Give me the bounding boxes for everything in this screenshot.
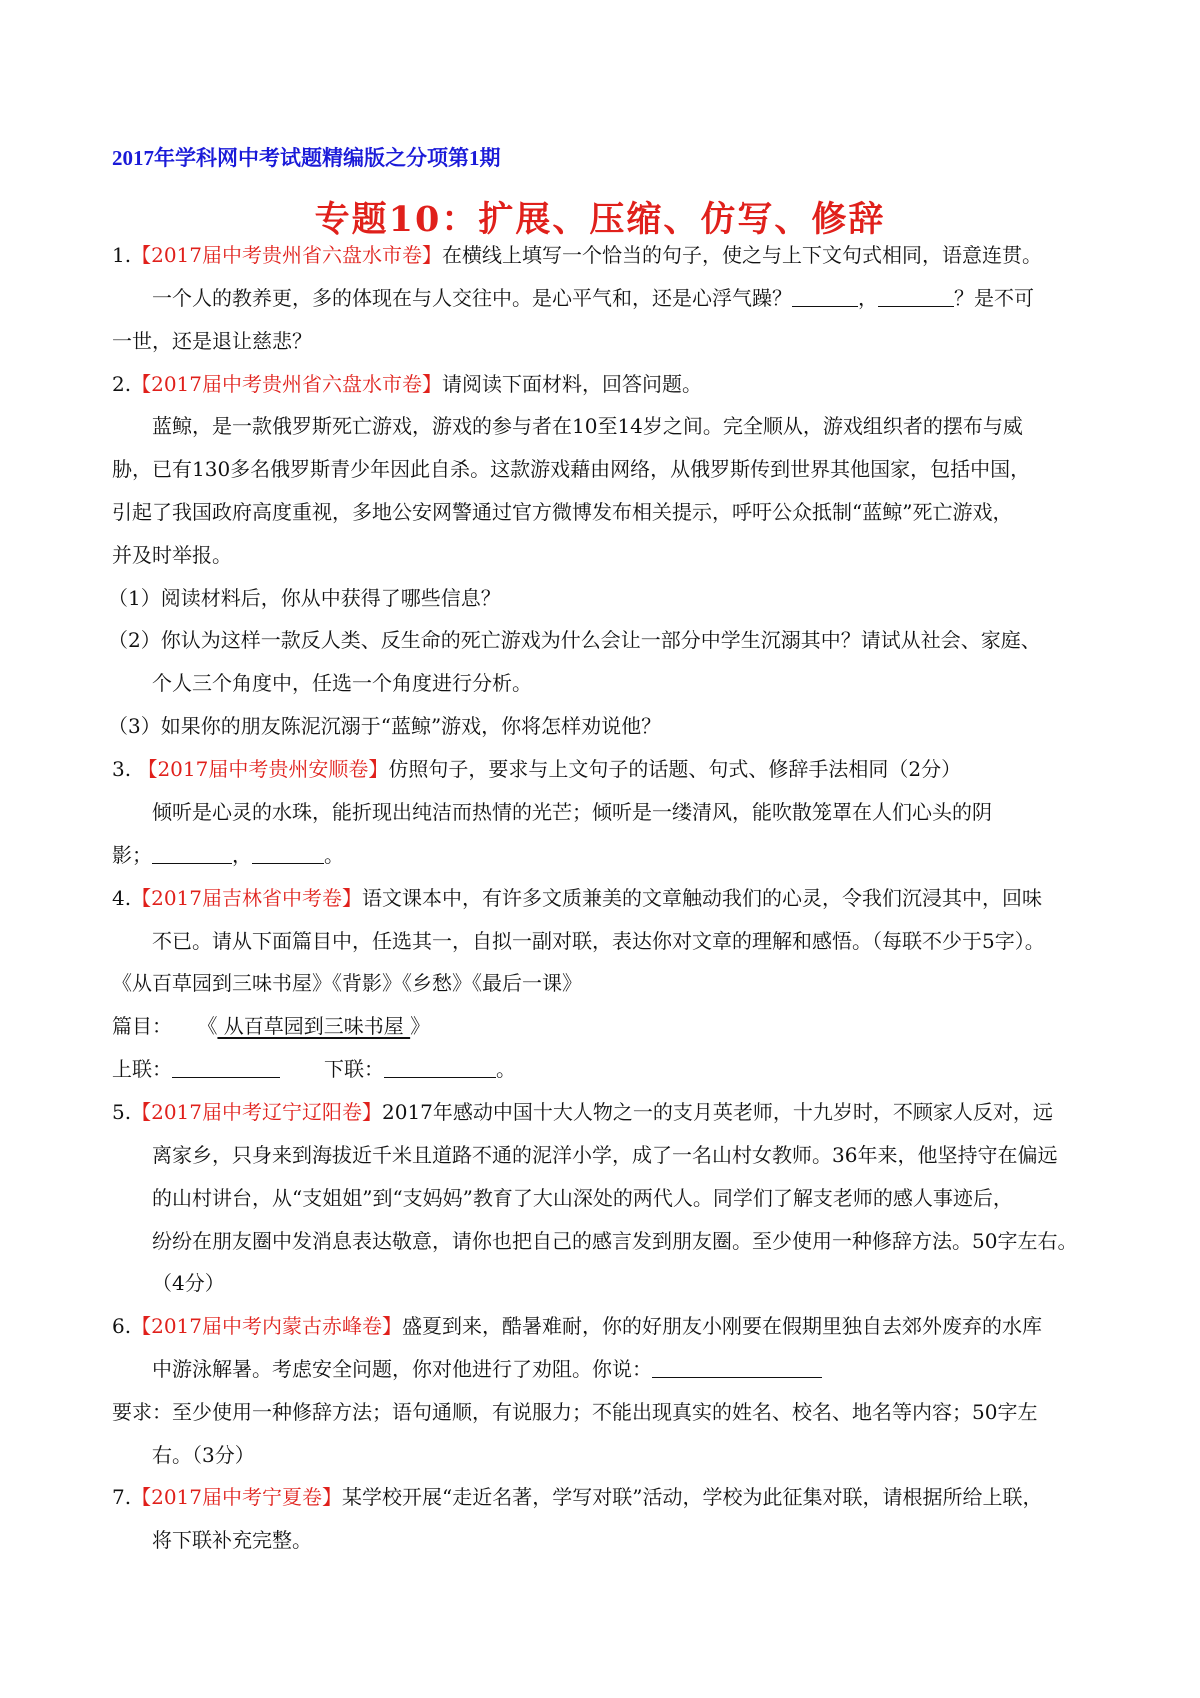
question-7-stem: 7.【2017届中考宁夏卷】某学校开展“走近名著，学写对联”活动，学校为此征集对联，请根据所给上联， — [112, 1485, 1043, 1509]
answer-blank[interactable] — [878, 286, 954, 307]
question-5-body: 离家乡，只身来到海拔近千米且道路不通的泥洋小学，成了一名山村女教师。36年来，他坚持守在偏远 — [152, 1143, 1058, 1167]
chosen-title: 从百草园到三味书屋 — [217, 1014, 411, 1038]
lower-couplet-blank[interactable] — [384, 1057, 496, 1078]
question-5-score: （4分） — [152, 1271, 225, 1295]
question-5-stem: 5.【2017届中考辽宁辽阳卷】2017年感动中国十大人物之一的支月英老师，十九岁时，不顾家人反对，远 — [112, 1100, 1053, 1124]
sub-question-2-cont: 个人三个角度中，任选一个角度进行分析。 — [152, 671, 532, 695]
material-paragraph: 引起了我国政府高度重视，多地公安网警通过官方微博发布相关提示，呼吁公众抵制“蓝鲸”死亡游戏， — [112, 500, 1013, 524]
question-4-body: 不已。请从下面篇目中，任选其一，自拟一副对联，表达你对文章的理解和感悟。（每联不少于5字）。 — [152, 929, 1045, 953]
question-7-body: 将下联补充完整。 — [152, 1528, 312, 1552]
question-6-score: 右。（3分） — [152, 1443, 255, 1467]
question-source: 【2017届中考内蒙古赤峰卷】 — [131, 1314, 402, 1338]
question-source: 【2017届中考宁夏卷】 — [131, 1485, 342, 1509]
question-source: 【2017届吉林省中考卷】 — [131, 886, 362, 910]
question-3-answer-line: 影； ， 。 — [112, 843, 344, 867]
answer-blank[interactable] — [792, 286, 858, 307]
question-source: 【2017届中考贵州省六盘水市卷】 — [131, 243, 442, 267]
question-number: 6. — [112, 1314, 132, 1338]
sub-question-3: （3）如果你的朋友陈泥沉溺于“蓝鲸”游戏，你将怎样劝说他？ — [108, 714, 662, 738]
sub-question-2: （2）你认为这样一款反人类、反生命的死亡游戏为什么会让一部分中学生沉溺其中？请试从社会、家庭、 — [108, 628, 1041, 652]
question-6-requirements: 要求：至少使用一种修辞方法；语句通顺，有说服力；不能出现真实的姓名、校名、地名等内容；50字左 — [112, 1400, 1038, 1424]
question-number: 1. — [112, 243, 132, 267]
question-prompt: 在横线上填写一个恰当的句子，使之与上下文句式相同，语意连贯。 — [442, 243, 1042, 267]
question-source: 【2017届中考贵州安顺卷】 — [137, 757, 389, 781]
couplet-line: 上联： 下联： 。 — [112, 1057, 516, 1081]
question-number: 5. — [112, 1100, 132, 1124]
question-source: 【2017届中考贵州省六盘水市卷】 — [131, 372, 442, 396]
question-number: 4. — [112, 886, 132, 910]
sub-question-1: （1）阅读材料后，你从中获得了哪些信息？ — [108, 586, 501, 610]
upper-couplet-blank[interactable] — [172, 1057, 280, 1078]
answer-blank[interactable] — [152, 843, 232, 864]
material-paragraph: 并及时举报。 — [112, 543, 232, 567]
question-1-body: 一个人的教养更，多的体现在与人交往中。是心平气和，还是心浮气躁？ ， ？是不可 — [152, 286, 1034, 310]
question-6-body: 中游泳解暑。考虑安全问题，你对他进行了劝阻。你说： — [152, 1356, 822, 1382]
question-3-example: 倾听是心灵的水珠，能折现出纯洁而热情的光芒；倾听是一缕清风，能吹散笼罩在人们心头的阴 — [152, 800, 992, 824]
question-number: 2. — [112, 372, 132, 396]
question-source: 【2017届中考辽宁辽阳卷】 — [131, 1100, 382, 1124]
chosen-title-line: 篇目： 《 从百草园到三味书屋 》 — [112, 1014, 431, 1038]
material-paragraph: 蓝鲸，是一款俄罗斯死亡游戏，游戏的参与者在10至14岁之间。完全顺从，游戏组织者的摆布与威 — [152, 414, 1023, 438]
question-prompt: 仿照句子，要求与上文句子的话题、句式、修辞手法相同（2分） — [388, 757, 962, 781]
question-4-stem — [112, 885, 1042, 911]
question-number: 7. — [112, 1485, 132, 1509]
question-1-stem — [112, 242, 1042, 268]
question-1-body-cont: 一世，还是退让慈悲？ — [112, 329, 312, 353]
question-6-stem: 6.【2017届中考内蒙古赤峰卷】盛夏到来，酷暑难耐，你的好朋友小刚要在假期里独自去郊外废弃的水库 — [112, 1314, 1042, 1338]
question-number: 3. — [112, 757, 132, 781]
question-3-stem — [112, 756, 961, 782]
question-prompt: 语文课本中，有许多文质兼美的文章触动我们的心灵，令我们沉浸其中，回味 — [362, 886, 1042, 910]
question-5-body: 纷纷在朋友圈中发消息表达敬意，请你也把自己的感言发到朋友圈。至少使用一种修辞方法。50字左右。 — [152, 1229, 1078, 1253]
question-2-stem — [112, 371, 702, 397]
material-paragraph: 胁，已有130多名俄罗斯青少年因此自杀。这款游戏藉由网络，从俄罗斯传到世界其他国家，包括中国， — [112, 457, 1031, 481]
question-5-body: 的山村讲台，从“支姐姐”到“支妈妈”教育了大山深处的两代人。同学们了解支老师的感人事迹后， — [152, 1186, 1013, 1210]
series-header: 2017年学科网中考试题精编版之分项第1期 — [112, 146, 501, 170]
question-prompt: 请阅读下面材料，回答问题。 — [442, 372, 702, 396]
answer-blank[interactable] — [652, 1357, 822, 1378]
answer-blank[interactable] — [252, 843, 324, 864]
title-list: 《从百草园到三味书屋》《背影》《乡愁》《最后一课》 — [112, 971, 582, 995]
topic-title: 专题10：扩展、压缩、仿写、修辞 — [314, 199, 886, 240]
